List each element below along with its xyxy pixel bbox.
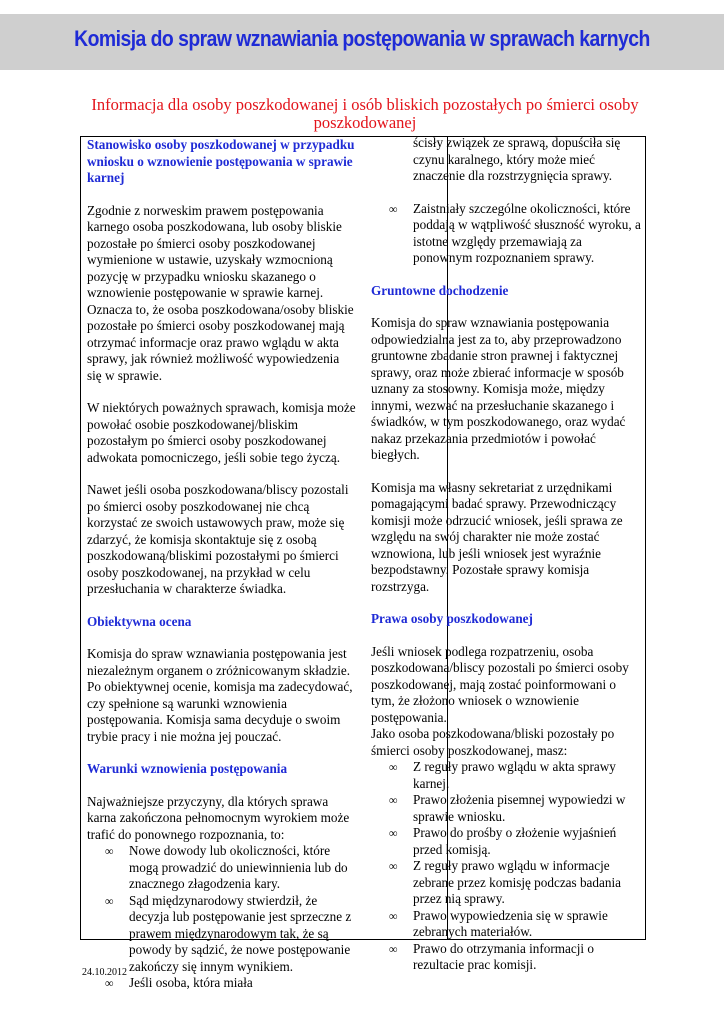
list-item: ∞ Z reguły prawo wglądu w akta sprawy karnej. bbox=[389, 759, 616, 791]
paragraph: Jako osoba poszkodowana/bliski pozostały po śmierci osoby poszkodowanej, masz: bbox=[371, 726, 615, 758]
bullet-icon: ∞ bbox=[105, 844, 114, 858]
section-heading-obiektywna-ocena: Obiektywna ocena bbox=[87, 613, 192, 629]
paragraph: W niektórych poważnych sprawach, komisja może powołać osobie poszkodowanej/bliskim pozostałym po śmierci osoby poszkodowanej adwokata pomocniczego, jeśli sobie tego życzą. bbox=[87, 400, 356, 465]
bullet-icon: ∞ bbox=[389, 826, 398, 840]
list-item: ∞ Prawo złożenia pisemnej wypowiedzi w sprawie wniosku. bbox=[389, 792, 626, 824]
list-item: ∞ Nowe dowody lub okoliczności, które mogą prowadzić do uniewinnienia lub do znacznego złagodzenia kary. bbox=[105, 843, 348, 891]
conditions-list-2 bbox=[371, 201, 641, 267]
list-item: ∞ Prawo wypowiedzenia się w sprawie zebranych materiałów. bbox=[389, 907, 608, 939]
right-column bbox=[371, 135, 641, 990]
paragraph: Nawet jeśli osoba poszkodowana/bliscy pozostali po śmierci osoby poszkodowanej nie chcą korzystać ze swoich ustawowych praw, może się zdarzyć, że komisja skontaktuje się z osobą poszkodowaną/bliskimi pozostałymi po śmierci osoby poszkodowanej, na przykład w celu przesłuchania w charakterze świadka. bbox=[87, 482, 349, 596]
paragraph: Komisja ma własny sekretariat z urzędnikami pomagającymi badać sprawy. Przewodniczący komisji może odrzucić wniosek, jeśli sprawa ze względu na swój charakter nie może zostać wznowiona, lub jeśli wniosek jest wyraźnie bezpodstawny. Pozostałe sprawy komisja rozstrzyga. bbox=[371, 479, 623, 594]
section-heading-gruntowne: Gruntowne dochodzenie bbox=[371, 282, 509, 298]
list-item: ∞ Zaistniały szczególne okoliczności, które poddają w wątpliwość słuszność wyroku, a istotne względy przemawiają za ponownym rozpoznaniem sprawy. bbox=[389, 200, 641, 265]
section-heading-warunki: Warunki wznowienia postępowania bbox=[87, 761, 288, 776]
footer-date: 24.10.2012 bbox=[82, 967, 127, 978]
list-item: ∞ Prawo do prośby o złożenie wyjaśnień przed komisją. bbox=[389, 825, 617, 857]
bullet-icon: ∞ bbox=[389, 760, 398, 774]
left-column bbox=[87, 137, 357, 1008]
list-item: ∞ Prawo do otrzymania informacji o rezultacie prac komisji. bbox=[389, 940, 594, 972]
list-item: ∞ Sąd międzynarodowy stwierdził, że decyzja lub postępowanie jest sprzeczne z prawem międzynarodowym tak, że są powody by sądzić, że nowe postępowanie zakończy się innym wynikiem. bbox=[105, 892, 352, 974]
document-subtitle: Informacja dla osoby poszkodowanej i osób bliskich pozostałych po śmierci osoby poszkodowanej bbox=[91, 95, 639, 132]
bullet-icon: ∞ bbox=[105, 893, 114, 908]
bullet-icon: ∞ bbox=[389, 941, 398, 956]
paragraph: Komisja do spraw wznawiania postępowania odpowiedzialna jest za to, aby przeprowadzono gruntowne zbadanie stron prawnej i faktycznej sprawy, oraz może zbierać informacje w sposób uznany za stosowny. Komisja może, między innymi, wezwać na przesłuchanie skazanego i świadków, w tym poszkodowanego, oraz wydać nakaz przekazania przedmiotów i powołać biegłych. bbox=[371, 315, 626, 462]
paragraph: Jeśli wniosek podlega rozpatrzeniu, osoba poszkodowana/bliscy pozostali po śmierci osoby poszkodowanej, mają zostać poinformowani o tym, że złożono wniosek o wznowienie postępowania. bbox=[371, 643, 629, 725]
bullet-icon: ∞ bbox=[105, 976, 114, 990]
bullet-icon: ∞ bbox=[389, 908, 398, 923]
list-item: ∞ Z reguły prawo wglądu w informacje zebrane przez komisję podczas badania przez nią sprawy. bbox=[389, 858, 621, 906]
document-title: Komisja do spraw wznawiania postępowania w sprawach karnych bbox=[74, 26, 650, 51]
list-item: ∞ Jeśli osoba, która miała bbox=[105, 975, 253, 990]
paragraph: Komisja do spraw wznawiania postępowania jest niezależnym organem o zróżnicowanym składzie. Po obiektywnej ocenie, komisja ma zadecydować, czy spełnione są warunki wznowienia postępowania. Komisja sama decyduje o swoim trybie pracy i nie można jej pouczać. bbox=[87, 646, 353, 744]
bullet-icon: ∞ bbox=[389, 859, 398, 873]
bullet-icon: ∞ bbox=[389, 793, 398, 807]
section-heading-prawa: Prawa osoby poszkodowanej bbox=[371, 611, 533, 626]
conditions-list bbox=[87, 843, 357, 992]
paragraph: Zgodnie z norweskim prawem postępowania karnego osoba poszkodowana, lub osoby bliskie pozostałe po śmierci osoby poszkodowanej wymienione w ustawie, uzyskały wzmocnioną pozycję w przypadku wniosku skazanego o wznowienie postępowanie w sprawie karnej. Oznacza to, że osoba poszkodowana/osoby bliskie pozostałe po śmierci osoby poszkodowanej mają otrzymać informacje oraz prawo wglądu w akta sprawy, jak również możliwość wypowiedzenia się w sprawie. bbox=[87, 202, 354, 383]
section-heading-stanowisko: Stanowisko osoby poszkodowanej w przypadku wniosku o wznowienie postępowania w sprawie karnej bbox=[87, 137, 355, 185]
rights-list bbox=[371, 759, 641, 974]
paragraph: Najważniejsze przyczyny, dla których sprawa karna zakończona pełnomocnym wyrokiem może trafić do ponownego rozpoznania, to: bbox=[87, 793, 350, 842]
list-item-continued: ścisły związek ze sprawą, dopuściła się czynu karalnego, który może mieć znaczenie dla rozstrzygnięcia sprawy. bbox=[413, 135, 621, 183]
bullet-icon: ∞ bbox=[389, 201, 398, 216]
conditions-list-continued bbox=[371, 135, 641, 185]
